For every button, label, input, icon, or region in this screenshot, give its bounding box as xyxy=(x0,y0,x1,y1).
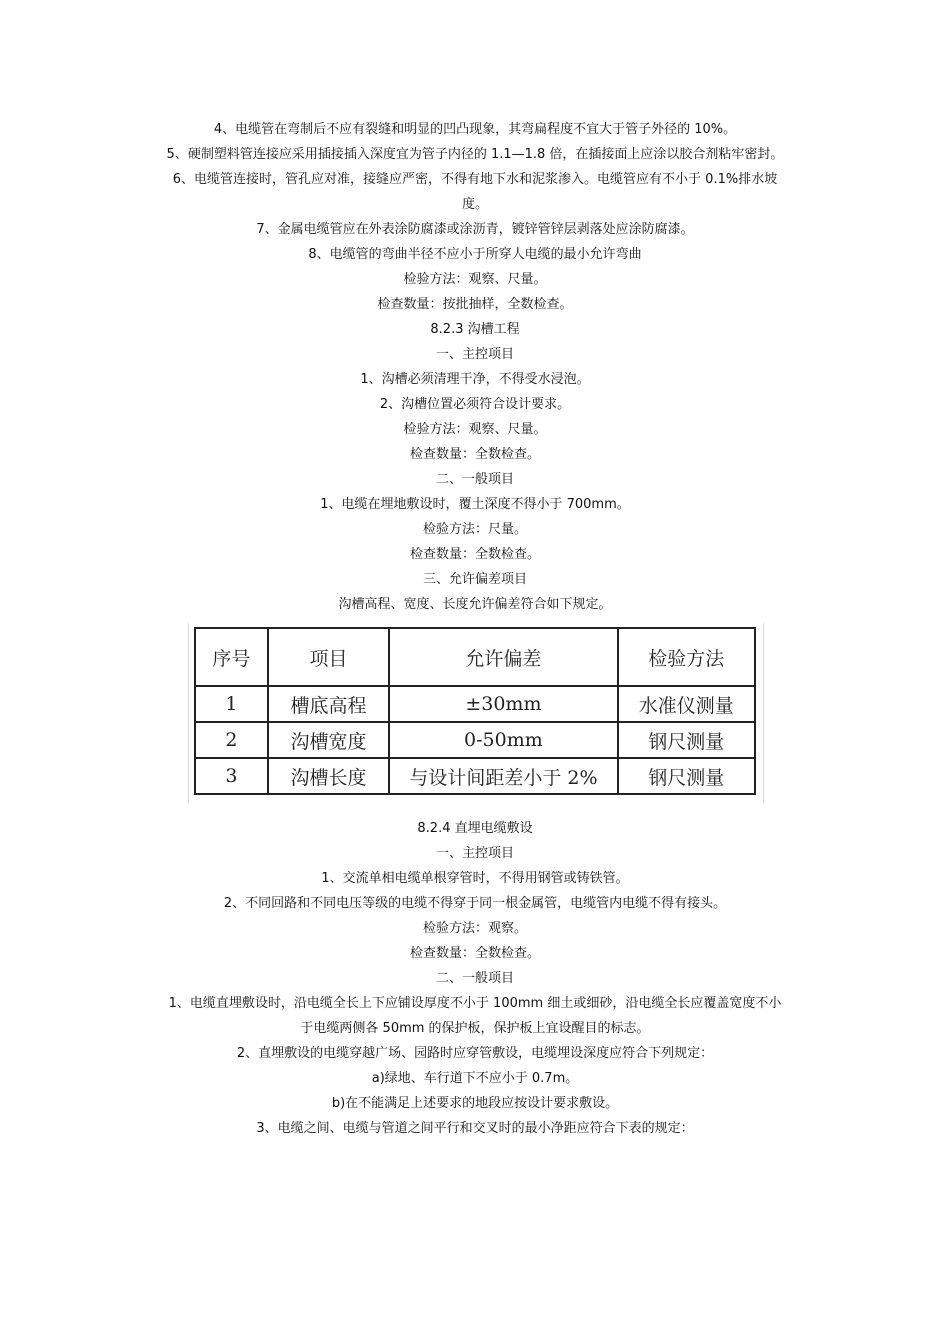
text-line: 5、硬制塑料管连接应采用插接插入深度宜为管子内径的 1.1—1.8 倍，在插接面上应涂以胶合剂粘牢密封。 xyxy=(166,147,784,162)
text-line: 1、电缆直埋敷设时，沿电缆全长上下应铺设厚度不小于 100mm 细土或细砂，沿电缆全长应覆盖宽度不小 xyxy=(168,996,782,1011)
table-row xyxy=(195,722,755,758)
table-cell: ±30mm xyxy=(389,686,617,722)
text-line: 于电缆两侧各 50mm 的保护板，保护板上宜设醒目的标志。 xyxy=(300,1021,650,1036)
table-cell: 水准仪测量 xyxy=(618,686,755,722)
text-line: a)绿地、车行道下不应小于 0.7m。 xyxy=(371,1071,579,1086)
subsection-heading: 一、主控项目 xyxy=(435,347,514,362)
table-header-cell: 项目 xyxy=(268,628,390,686)
text-line: 检验方法：观察、尺量。 xyxy=(403,422,547,437)
text-line: 7、金属电缆管应在外表涂防腐漆或涂沥青，镀锌管锌层剥落处应涂防腐漆。 xyxy=(256,222,694,237)
text-line: 1、交流单相电缆单根穿管时，不得用钢管或铸铁管。 xyxy=(321,871,629,886)
section-heading: 8.2.3 沟槽工程 xyxy=(430,322,520,337)
text-line: 4、电缆管在弯制后不应有裂缝和明显的凹凸现象，其弯扁程度不宜大于管子外径的 10%。 xyxy=(213,122,737,137)
text-line: 检查数量：按批抽样，全数检查。 xyxy=(377,297,573,312)
table-cell: 1 xyxy=(195,686,268,722)
table-cell: 0-50mm xyxy=(389,722,617,758)
section-heading: 8.2.4 直埋电缆敷设 xyxy=(417,821,533,836)
text-line: 检验方法：尺量。 xyxy=(422,522,527,537)
text-line: 3、电缆之间、电缆与管道之间平行和交叉时的最小净距应符合下表的规定： xyxy=(256,1121,694,1136)
text-line: 检查数量：全数检查。 xyxy=(409,547,540,562)
table-cell: 钢尺测量 xyxy=(618,722,755,758)
text-line: 沟槽高程、宽度、长度允许偏差符合如下规定。 xyxy=(338,597,612,612)
text-line: 检验方法：观察。 xyxy=(422,921,527,936)
table-header-row xyxy=(195,628,755,686)
table-cell: 沟槽宽度 xyxy=(268,722,390,758)
table-row xyxy=(195,686,755,722)
text-line: 度。 xyxy=(461,197,488,212)
text-line: 1、沟槽必须清理干净，不得受水浸泡。 xyxy=(360,372,590,387)
table-header-cell: 检验方法 xyxy=(618,628,755,686)
subsection-heading: 二、一般项目 xyxy=(435,971,514,986)
table-cell: 与设计间距差小于 2% xyxy=(389,758,617,794)
table-cell: 钢尺测量 xyxy=(618,758,755,794)
text-line: 检验方法：观察、尺量。 xyxy=(403,272,547,287)
table-cell: 槽底高程 xyxy=(268,686,390,722)
text-line: 8、电缆管的弯曲半径不应小于所穿人电缆的最小允许弯曲 xyxy=(308,247,642,262)
table-cell: 2 xyxy=(195,722,268,758)
table-header-cell: 序号 xyxy=(195,628,268,686)
subsection-heading: 一、主控项目 xyxy=(435,846,514,861)
tolerance-table xyxy=(194,627,756,795)
text-line: 2、不同回路和不同电压等级的电缆不得穿于同一根金属管，电缆管内电缆不得有接头。 xyxy=(223,896,727,911)
text-line: b)在不能满足上述要求的地段应按设计要求敷设。 xyxy=(331,1096,619,1111)
table-cell: 沟槽长度 xyxy=(268,758,390,794)
text-line: 6、电缆管连接时，管孔应对准，接缝应严密，不得有地下水和泥浆渗入。电缆管应有不小于 0.1%排水坡 xyxy=(172,172,778,187)
subsection-heading: 三、允许偏差项目 xyxy=(422,572,527,587)
text-line: 2、直埋敷设的电缆穿越广场、园路时应穿管敷设，电缆埋设深度应符合下列规定： xyxy=(236,1046,714,1061)
text-line: 检查数量：全数检查。 xyxy=(409,946,540,961)
subsection-heading: 二、一般项目 xyxy=(435,472,514,487)
text-line: 1、电缆在埋地敷设时，覆土深度不得小于 700mm。 xyxy=(320,497,630,512)
text-line: 2、沟槽位置必须符合设计要求。 xyxy=(379,397,571,412)
table-cell: 3 xyxy=(195,758,268,794)
table-row xyxy=(195,758,755,794)
tolerance-table-image xyxy=(188,623,764,803)
text-line: 检查数量：全数检查。 xyxy=(409,447,540,462)
table-header-cell: 允许偏差 xyxy=(389,628,617,686)
